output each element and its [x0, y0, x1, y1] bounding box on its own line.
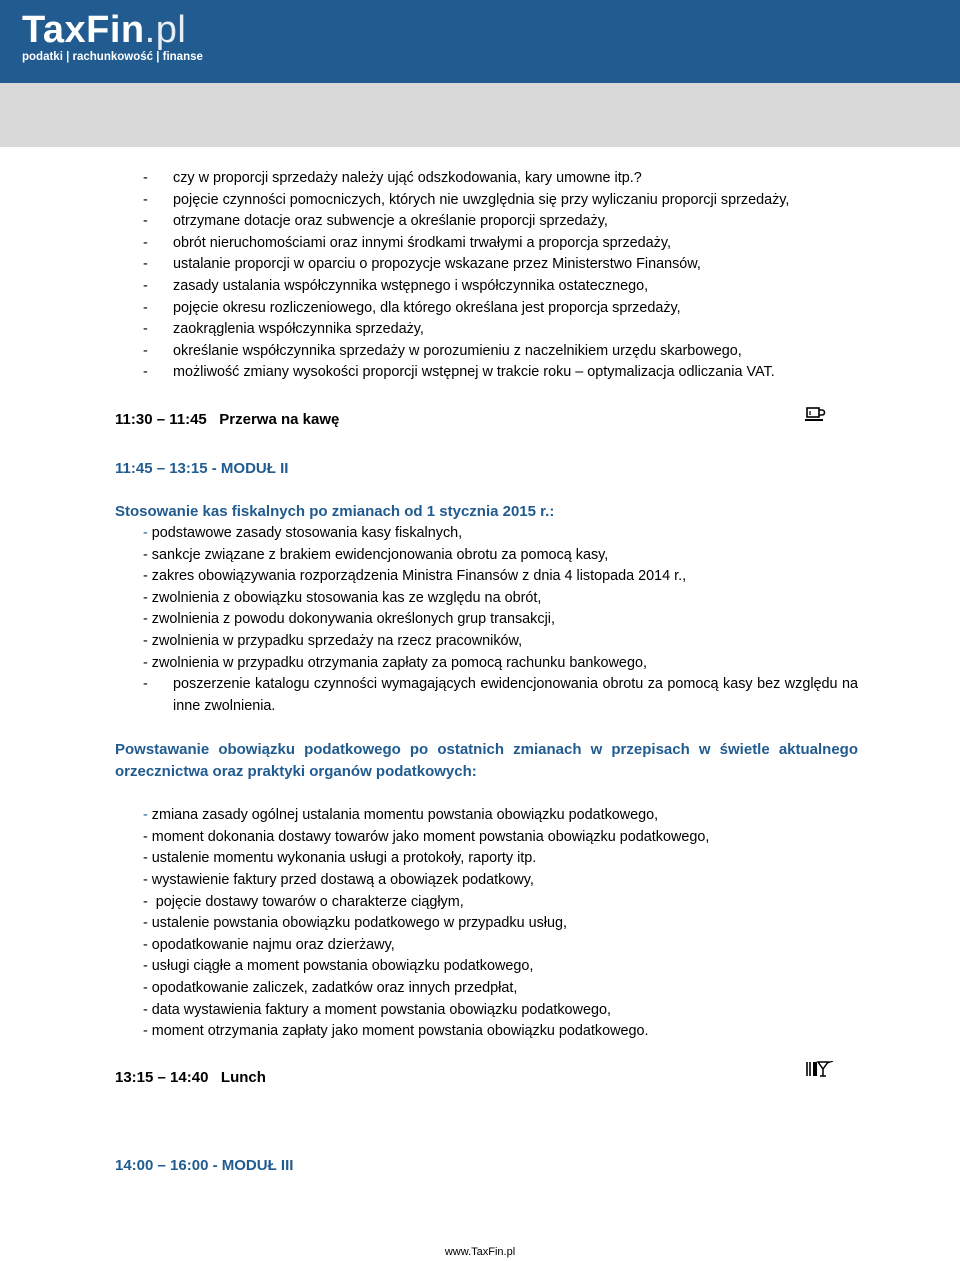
- list-item: [115, 276, 858, 298]
- logo-tagline: podatki | rachunkowość | finanse: [22, 51, 203, 63]
- list-item: [115, 298, 858, 320]
- list-item: [115, 609, 858, 631]
- bullet-dash: -: [143, 299, 148, 316]
- bullet-dash: -: [143, 632, 148, 649]
- module-3-time: 14:00 – 16:00: [115, 1156, 209, 1174]
- list-item-text: ustalanie proporcji w oparciu o propozycje wskazane przez Ministerstwo Finansów,: [173, 256, 701, 273]
- list-item: [115, 233, 858, 255]
- bullet-dash: -: [143, 611, 148, 628]
- lunch-row: [115, 1067, 858, 1089]
- logo-wordmark: [22, 10, 203, 50]
- list-item-text: zwolnienia z powodu dokonywania określonych grup transakcji,: [151, 611, 555, 628]
- bullet-dash: -: [143, 234, 148, 251]
- list-item-text: zwolnienia w przypadku sprzedaży na rzecz pracowników,: [151, 632, 523, 649]
- bullet-dash: -: [143, 893, 148, 910]
- coffee-break-row: [115, 409, 858, 431]
- logo-main-text: TaxFin: [22, 9, 145, 51]
- bullet-dash: -: [143, 872, 148, 889]
- module-2-row: [115, 458, 858, 480]
- footer-url: www.TaxFin.pl: [444, 1246, 516, 1258]
- list-item: [115, 1000, 858, 1022]
- page-content: [115, 168, 858, 1177]
- bullet-dash: -: [143, 807, 148, 824]
- bullet-dash: -: [143, 828, 148, 845]
- dining-icon: [805, 1061, 835, 1086]
- coffee-break-time: 11:30 – 11:45: [115, 410, 207, 428]
- bullet-dash: -: [143, 342, 148, 359]
- list-item-text: ustalenie powstania obowiązku podatkowego w przypadku usług,: [151, 915, 567, 932]
- bullet-dash: -: [143, 589, 148, 606]
- bullet-dash: -: [143, 321, 148, 338]
- list-item-text: poszerzenie katalogu czynności wymagających ewidencjonowania obrotu za pomocą kasy bez względu na inne zwolnienia.: [173, 676, 858, 714]
- section-2-heading: Powstawanie obowiązku podatkowego po ostatnich zmianach w przepisach w świetle aktualnego orzecznictwa oraz praktyki organów podatkowych:: [115, 741, 858, 781]
- bullet-dash: -: [143, 170, 148, 186]
- header-bar: [0, 0, 960, 83]
- list-item: [115, 254, 858, 276]
- list-item-text: możliwość zmiany wysokości proporcji wstępnej w trakcie roku – optymalizacja odliczania VAT.: [173, 364, 775, 381]
- bullet-dash: -: [143, 850, 148, 867]
- list-item-text: pojęcie dostawy towarów o charakterze ciągłym,: [155, 893, 464, 910]
- coffee-cup-icon: [805, 405, 827, 430]
- list-item: [115, 588, 858, 610]
- list-item: [115, 362, 858, 384]
- list-item: [115, 978, 858, 1000]
- list-item-text: zwolnienia z obowiązku stosowania kas ze względu na obrót,: [151, 589, 542, 606]
- bullet-dash: -: [143, 568, 148, 585]
- list-item: [115, 319, 858, 341]
- bullet-dash: -: [143, 1001, 148, 1018]
- list-item-text: pojęcie czynności pomocniczych, których nie uwzględnia się przy wyliczaniu proporcji sprzedaży,: [173, 191, 790, 208]
- bullet-dash: -: [143, 1023, 148, 1040]
- list-item-text: obrót nieruchomościami oraz innymi środkami trwałymi a proporcja sprzedaży,: [173, 234, 671, 251]
- list-item: [115, 631, 858, 653]
- bullet-dash: -: [143, 524, 148, 541]
- list-item-text: zakres obowiązywania rozporządzenia Ministra Finansów z dnia 4 listopada 2014 r.,: [151, 568, 687, 585]
- list-item-text: zasady ustalania współczynnika wstępnego i współczynnika ostatecznego,: [173, 277, 649, 294]
- list-item-text: usługi ciągłe a moment powstania obowiązku podatkowego,: [151, 958, 534, 975]
- list-item: [115, 827, 858, 849]
- section-2-list: [115, 805, 858, 1043]
- list-item-text: podstawowe zasady stosowania kasy fiskalnych,: [151, 524, 463, 541]
- list-item-text: zaokrąglenia współczynnika sprzedaży,: [173, 321, 424, 338]
- list-item: [115, 545, 858, 567]
- bullet-dash: -: [143, 958, 148, 975]
- list-item-text: otrzymane dotacje oraz subwencje a określanie proporcji sprzedaży,: [173, 213, 608, 230]
- intro-list: [115, 168, 858, 384]
- coffee-break-label: Przerwa na kawę: [219, 410, 340, 428]
- list-item: [115, 523, 858, 545]
- bullet-dash: -: [143, 364, 148, 381]
- list-item-text: zmiana zasady ogólnej ustalania momentu powstania obowiązku podatkowego,: [151, 807, 659, 824]
- list-item: [115, 935, 858, 957]
- list-item-text: zwolnienia w przypadku otrzymania zapłaty za pomocą rachunku bankowego,: [151, 654, 647, 671]
- list-item: [115, 674, 858, 717]
- bullet-dash: -: [143, 213, 148, 230]
- bullet-dash: -: [143, 191, 148, 208]
- bullet-dash: -: [143, 546, 148, 563]
- list-item-text: opodatkowanie zaliczek, zadatków oraz innych przedpłat,: [151, 980, 518, 997]
- bullet-dash: -: [143, 915, 148, 932]
- module-2-time: 11:45 – 13:15: [115, 459, 208, 477]
- section-1-heading: Stosowanie kas fiskalnych po zmianach od 1 stycznia 2015 r.:: [115, 502, 555, 520]
- taxfin-logo: [22, 10, 203, 64]
- list-item: [115, 805, 858, 827]
- module-2-label: - MODUŁ II: [211, 459, 289, 477]
- list-item-text: ustalenie momentu wykonania usługi a protokoły, raporty itp.: [151, 850, 537, 867]
- list-item-text: wystawienie faktury przed dostawą a obowiązek podatkowy,: [151, 872, 534, 889]
- list-item: [115, 913, 858, 935]
- section-1-list: [115, 523, 858, 717]
- bullet-dash: -: [143, 980, 148, 997]
- list-item: [115, 341, 858, 363]
- lunch-time: 13:15 – 14:40: [115, 1068, 209, 1086]
- list-item-text: pojęcie okresu rozliczeniowego, dla którego określana jest proporcja sprzedaży,: [173, 299, 681, 316]
- list-item: [115, 892, 858, 914]
- list-item-text: opodatkowanie najmu oraz dzierżawy,: [151, 936, 395, 953]
- bullet-dash: -: [143, 936, 148, 953]
- header-gray-band: [0, 83, 960, 147]
- list-item-text: data wystawienia faktury a moment powstania obowiązku podatkowego,: [151, 1001, 611, 1018]
- list-item: [115, 168, 858, 190]
- bullet-dash: -: [143, 256, 148, 273]
- list-item: [115, 190, 858, 212]
- list-item-text: moment dokonania dostawy towarów jako moment powstania obowiązku podatkowego,: [151, 828, 710, 845]
- list-item: [115, 566, 858, 588]
- bullet-dash: -: [143, 654, 148, 671]
- bullet-dash: -: [143, 676, 148, 693]
- bullet-dash: -: [143, 277, 148, 294]
- list-item: [115, 848, 858, 870]
- module-3-label: - MODUŁ III: [212, 1156, 294, 1174]
- list-item: [115, 956, 858, 978]
- list-item: [115, 1021, 858, 1043]
- list-item: [115, 211, 858, 233]
- list-item-text: moment otrzymania zapłaty jako moment powstania obowiązku podatkowego.: [151, 1023, 649, 1040]
- module-3-row: [115, 1155, 858, 1177]
- lunch-label: Lunch: [220, 1068, 266, 1086]
- list-item-text: sankcje związane z brakiem ewidencjonowania obrotu za pomocą kasy,: [151, 546, 609, 563]
- logo-suffix: .pl: [144, 9, 187, 51]
- list-item-text: czy w proporcji sprzedaży należy ująć odszkodowania, kary umowne itp.?: [173, 170, 642, 186]
- list-item: [115, 653, 858, 675]
- list-item: [115, 870, 858, 892]
- list-item-text: określanie współczynnika sprzedaży w porozumieniu z naczelnikiem urzędu skarbowego,: [173, 342, 742, 359]
